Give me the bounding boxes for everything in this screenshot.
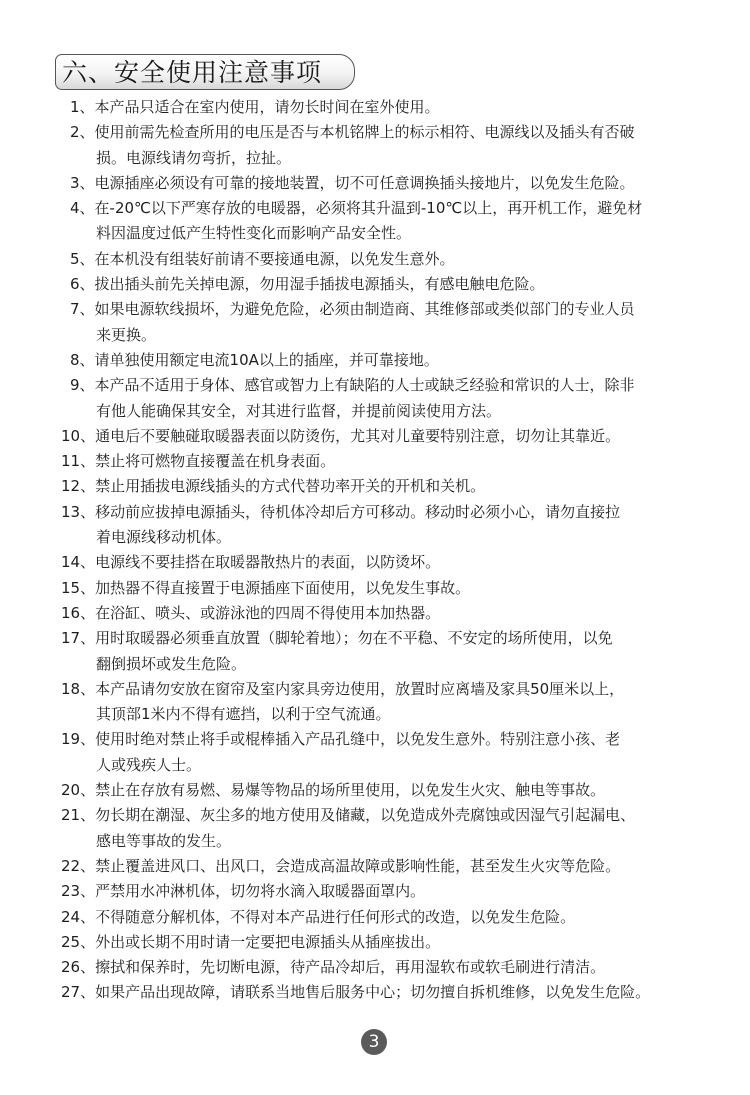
list-item [61, 905, 730, 930]
item-line: 1、本产品只适合在室内使用，请勿长时间在室外使用。 [70, 98, 440, 116]
item-line: 10、通电后不要触碰取暖器表面以防烫伤，尤其对儿童要特别注意，切勿让其靠近。 [61, 426, 621, 445]
item-line: 26、擦拭和保养时，先切断电源，待产品冷却后，再用湿软布或软毛刷进行清洁。 [61, 958, 606, 977]
list-item [70, 247, 730, 272]
list-item [61, 803, 730, 854]
item-line: 6、拔出插头前先关掉电源，勿用湿手插拔电源插头，有感电触电危险。 [70, 275, 545, 294]
item-line: 5、在本机没有组装好前请不要接通电源，以免发生意外。 [70, 249, 455, 268]
item-line: 18、本产品请勿安放在窗帘及室内家具旁边使用，放置时应离墙及家具50厘米以上， [61, 679, 625, 698]
item-line: 27、如果产品出现故障，请联系当地售后服务中心；切勿擅自拆机维修，以免发生危险。 [61, 983, 651, 1002]
item-line: 损。电源线请勿弯折，拉扯。 [96, 148, 292, 167]
list-item [61, 727, 730, 778]
list-item [61, 955, 730, 980]
list-item [61, 474, 730, 499]
item-line: 21、勿长期在潮湿、灰尘多的地方使用及储藏，以免造成外壳腐蚀或因湿气引起漏电、 [61, 806, 636, 825]
item-line: 感电等事故的发生。 [96, 831, 232, 850]
safety-notice-list [61, 95, 730, 1006]
list-item [61, 626, 730, 677]
item-line: 24、不得随意分解机体，不得对本产品进行任何形式的改造，以免发生危险。 [61, 907, 576, 926]
list-item [70, 272, 730, 297]
item-line: 13、移动前应拔掉电源插头，待机体冷却后方可移动。移动时必须小心，请勿直接拉 [61, 502, 621, 521]
item-line: 25、外出或长期不用时请一定要把电源插头从插座拔出。 [61, 932, 441, 951]
item-line: 2、使用前需先检查所用的电压是否与本机铭牌上的标示相符、电源线以及插头有否破 [70, 123, 635, 142]
item-line: 8、请单独使用额定电流10A以上的插座，并可靠接地。 [70, 350, 439, 369]
list-item [61, 854, 730, 879]
item-line: 11、禁止将可燃物直接覆盖在机身表面。 [61, 452, 336, 471]
item-line: 17、用时取暖器必须垂直放置（脚轮着地）；勿在不平稳、不安定的场所使用，以免 [61, 629, 613, 648]
item-line: 19、使用时绝对禁止将手或棍棒插入产品孔缝中，以免发生意外。特别注意小孩、老 [61, 730, 621, 749]
list-item [70, 171, 730, 196]
item-line: 14、电源线不要挂搭在取暖器散热片的表面，以防烫坏。 [61, 553, 441, 572]
item-line: 其顶部1米内不得有遮挡，以利于空气流通。 [96, 705, 391, 724]
list-item [61, 500, 730, 551]
item-line: 料因温度过低产生特性变化而影响产品安全性。 [96, 224, 412, 243]
page-number: 3 [361, 1029, 387, 1055]
item-line: 4、在-20℃以下严寒存放的电暖器，必须将其升温到-10℃以上，再开机工作，避免材 [70, 199, 643, 218]
item-line: 3、电源插座必须设有可靠的接地装置，切不可任意调换插头接地片，以免发生危险。 [70, 173, 635, 192]
list-item [70, 297, 730, 348]
list-item [61, 424, 730, 449]
list-item [70, 120, 730, 171]
item-line: 有他人能确保其安全，对其进行监督，并提前阅读使用方法。 [96, 401, 502, 420]
list-item [61, 677, 730, 728]
item-line: 来更换。 [96, 325, 157, 344]
list-item [61, 778, 730, 803]
item-line: 7、如果电源软线损坏，为避免危险，必须由制造商、其维修部或类似部门的专业人员 [70, 300, 635, 319]
list-item [61, 930, 730, 955]
list-item [61, 980, 730, 1005]
list-item [70, 348, 730, 373]
list-item [61, 879, 730, 904]
list-item [70, 196, 730, 247]
list-item [61, 576, 730, 601]
list-item [61, 550, 730, 575]
item-line: 23、严禁用水冲淋机体，切勿将水滴入取暖器面罩内。 [61, 882, 426, 901]
item-line: 翻倒损坏或发生危险。 [96, 654, 247, 673]
item-line: 15、加热器不得直接置于电源插座下面使用，以免发生事故。 [61, 578, 471, 597]
item-line: 人或残疾人士。 [96, 755, 202, 774]
item-line: 9、本产品不适用于身体、感官或智力上有缺陷的人士或缺乏经验和常识的人士，除非 [70, 376, 635, 395]
item-line: 着电源线移动机体。 [96, 528, 232, 547]
list-item [70, 95, 730, 120]
section-title: 六、安全使用注意事项 [62, 58, 323, 87]
list-item [61, 601, 730, 626]
list-item [61, 449, 730, 474]
item-line: 20、禁止在存放有易燃、易爆等物品的场所里使用，以免发生火灾、触电等事故。 [61, 781, 606, 800]
list-item [70, 373, 730, 424]
item-line: 22、禁止覆盖进风口、出风口，会造成高温故障或影响性能，甚至发生火灾等危险。 [61, 856, 621, 875]
section-header [55, 54, 355, 90]
item-line: 16、在浴缸、喷头、或游泳池的四周不得使用本加热器。 [61, 603, 441, 622]
item-line: 12、禁止用插拔电源线插头的方式代替功率开关的开机和关机。 [61, 477, 486, 496]
